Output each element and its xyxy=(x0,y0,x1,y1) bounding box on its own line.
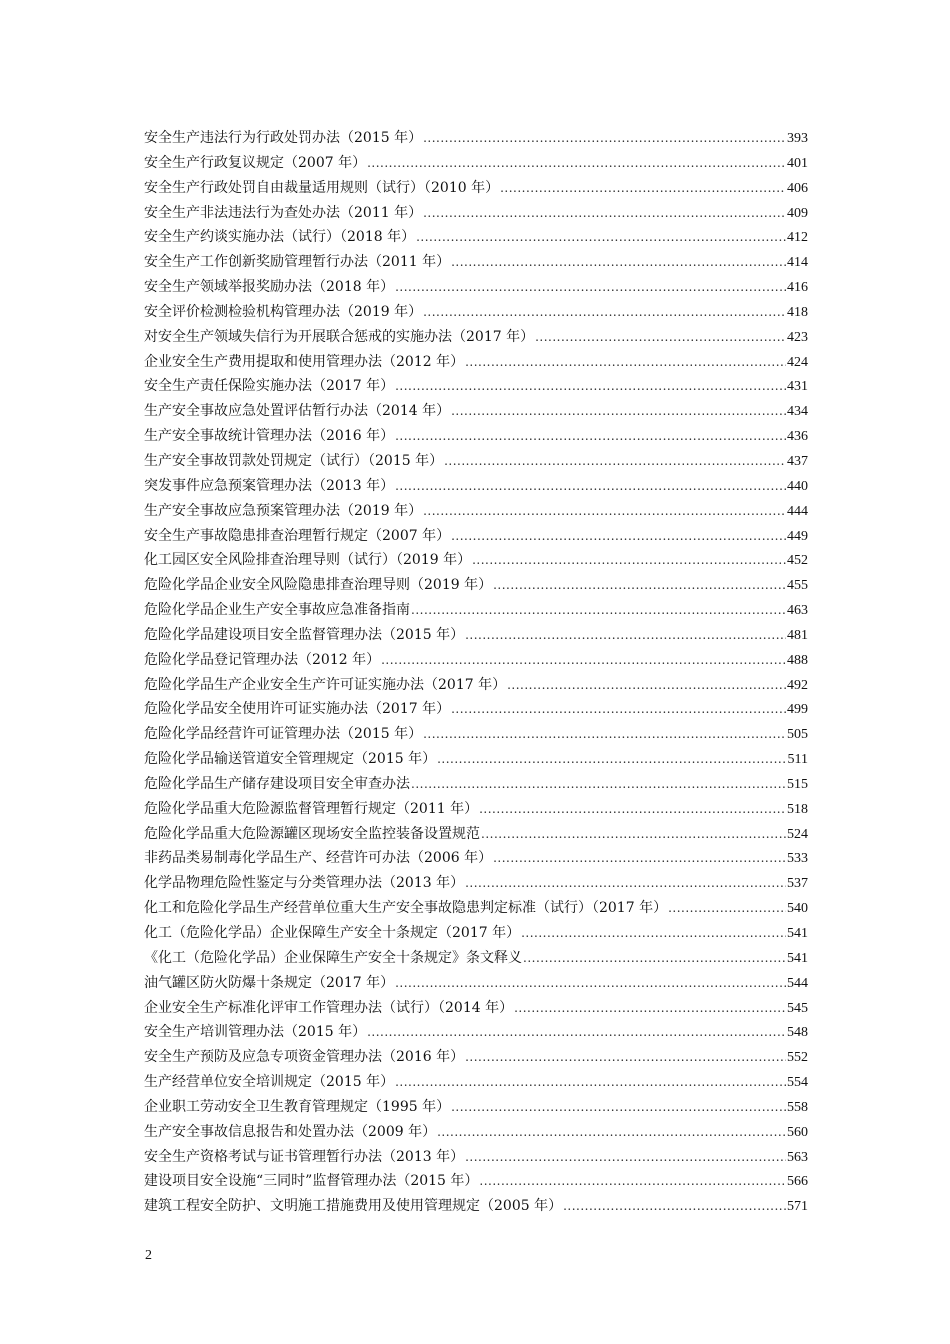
toc-entry[interactable] xyxy=(144,275,808,300)
toc-entry[interactable] xyxy=(144,846,808,871)
toc-entry-title: 生产安全事故应急处置评估暂行办法（2014 年） xyxy=(144,403,451,420)
toc-entry-title: 化工（危险化学品）企业保障生产安全十条规定（2017 年） xyxy=(144,925,521,941)
toc-entry-page: 511 xyxy=(787,752,808,768)
toc-entry-page: 518 xyxy=(787,801,808,817)
toc-entry-page: 452 xyxy=(787,553,808,569)
toc-entry-title: 安全生产工作创新奖励管理暂行办法（2011 年） xyxy=(144,254,451,271)
toc-entry[interactable] xyxy=(144,449,808,474)
toc-entry-page: 537 xyxy=(787,876,808,892)
toc-entry-page: 409 xyxy=(787,205,808,221)
toc-entry-page: 431 xyxy=(787,379,808,395)
toc-entry-title: 安全生产行政复议规定（2007 年） xyxy=(144,154,367,171)
toc-entry[interactable] xyxy=(144,399,808,424)
toc-entry[interactable] xyxy=(144,1020,808,1045)
toc-dot-leader xyxy=(451,250,786,275)
toc-entry[interactable] xyxy=(144,350,808,375)
toc-entry[interactable] xyxy=(144,1145,808,1170)
toc-entry[interactable] xyxy=(144,325,808,350)
toc-entry[interactable] xyxy=(144,250,808,275)
toc-entry[interactable] xyxy=(144,747,808,772)
toc-dot-leader xyxy=(381,648,786,673)
toc-entry-page: 414 xyxy=(787,255,808,271)
toc-entry-title: 安全生产违法行为行政处罚办法（2015 年） xyxy=(144,130,423,146)
toc-entry-title: 生产安全事故应急预案管理办法（2019 年） xyxy=(144,502,423,519)
toc-dot-leader xyxy=(481,822,786,847)
toc-entry[interactable] xyxy=(144,722,808,747)
toc-entry-title: 生产安全事故罚款处罚规定（试行）（2015 年） xyxy=(144,452,444,469)
toc-entry-page: 406 xyxy=(787,180,808,196)
toc-entry-title: 危险化学品生产企业安全生产许可证实施办法（2017 年） xyxy=(144,676,507,693)
toc-entry-title: 油气罐区防火防爆十条规定（2017 年） xyxy=(144,974,395,991)
toc-entry[interactable] xyxy=(144,524,808,549)
toc-dot-leader xyxy=(395,1070,786,1095)
toc-entry[interactable] xyxy=(144,797,808,822)
toc-entry-title: 生产安全事故信息报告和处置办法（2009 年） xyxy=(144,1123,437,1140)
toc-entry[interactable] xyxy=(144,1070,808,1095)
toc-dot-leader xyxy=(465,1145,786,1170)
toc-entry-title: 化学品物理危险性鉴定与分类管理办法（2013 年） xyxy=(144,875,465,892)
toc-entry-title: 化工园区安全风险排查治理导则（试行）（2019 年） xyxy=(144,552,472,569)
toc-dot-leader xyxy=(437,1120,786,1145)
toc-entry-page: 505 xyxy=(787,727,808,743)
toc-entry-page: 440 xyxy=(787,478,808,494)
toc-dot-leader xyxy=(465,871,786,896)
toc-entry-page: 541 xyxy=(787,926,808,941)
toc-dot-leader xyxy=(411,598,786,623)
toc-entry[interactable] xyxy=(144,648,808,673)
toc-dot-leader xyxy=(451,697,786,722)
toc-dot-leader xyxy=(367,1020,786,1045)
toc-dot-leader xyxy=(563,1194,786,1219)
toc-entry[interactable] xyxy=(144,1194,808,1219)
toc-entry-page: 548 xyxy=(787,1025,808,1041)
toc-entry-page: 393 xyxy=(787,131,808,146)
toc-dot-leader xyxy=(668,896,786,921)
toc-dot-leader xyxy=(451,399,786,424)
toc-entry-title: 安全生产资格考试与证书管理暂行办法（2013 年） xyxy=(144,1148,465,1165)
toc-entry[interactable] xyxy=(144,424,808,449)
toc-entry-title: 安全生产事故隐患排查治理暂行规定（2007 年） xyxy=(144,527,451,544)
toc-entry-title: 安全生产预防及应急专项资金管理办法（2016 年） xyxy=(144,1049,465,1066)
toc-entry-page: 552 xyxy=(787,1050,808,1066)
toc-entry-title: 突发事件应急预案管理办法（2013 年） xyxy=(144,477,395,494)
toc-entry[interactable] xyxy=(144,896,808,921)
toc-entry[interactable] xyxy=(144,1169,808,1194)
toc-dot-leader xyxy=(437,747,786,772)
toc-entry-page: 424 xyxy=(787,354,808,370)
toc-entry-title: 企业职工劳动安全卫生教育管理规定（1995 年） xyxy=(144,1098,451,1115)
toc-entry-title: 危险化学品安全使用许可证实施办法（2017 年） xyxy=(144,701,451,718)
toc-entry[interactable] xyxy=(144,499,808,524)
toc-entry[interactable] xyxy=(144,225,808,250)
toc-entry-title: 企业安全生产费用提取和使用管理办法（2012 年） xyxy=(144,353,465,370)
toc-entry-page: 541 xyxy=(787,950,808,966)
toc-dot-leader xyxy=(479,797,786,822)
toc-entry-title: 安全生产领域举报奖励办法（2018 年） xyxy=(144,279,395,296)
toc-entry[interactable] xyxy=(144,673,808,698)
toc-dot-leader xyxy=(451,524,786,549)
toc-entry[interactable] xyxy=(144,772,808,797)
toc-entry[interactable] xyxy=(144,871,808,896)
toc-entry-title: 危险化学品重大危险源罐区现场安全监控装备设置规范 xyxy=(144,825,480,842)
toc-entry-title: 危险化学品建设项目安全监督管理办法（2015 年） xyxy=(144,626,465,643)
toc-entry-page: 554 xyxy=(787,1075,808,1091)
toc-entry-page: 563 xyxy=(787,1149,808,1165)
toc-entry-page: 566 xyxy=(787,1174,808,1190)
toc-dot-leader xyxy=(472,548,786,573)
toc-dot-leader xyxy=(465,1045,786,1070)
toc-entry-title: 安全生产非法违法行为查处办法（2011 年） xyxy=(144,204,423,221)
toc-entry[interactable] xyxy=(144,971,808,996)
toc-dot-leader xyxy=(411,772,786,797)
toc-entry-title: 安全生产约谈实施办法（试行）（2018 年） xyxy=(144,229,416,246)
toc-entry-page: 524 xyxy=(787,826,808,842)
toc-entry-page: 418 xyxy=(787,304,808,320)
toc-entry-title: 安全生产培训管理办法（2015 年） xyxy=(144,1024,367,1041)
toc-entry-title: 化工和危险化学品生产经营单位重大生产安全事故隐患判定标准（试行）（2017 年） xyxy=(144,900,668,917)
toc-entry-title: 危险化学品重大危险源监督管理暂行规定（2011 年） xyxy=(144,800,479,817)
toc-entry-title: 安全评价检测检验机构管理办法（2019 年） xyxy=(144,303,423,320)
toc-entry-page: 533 xyxy=(787,851,808,867)
toc-dot-leader xyxy=(423,201,786,226)
toc-entry[interactable] xyxy=(144,697,808,722)
toc-dot-leader xyxy=(507,673,786,698)
toc-dot-leader xyxy=(514,996,786,1021)
toc-entry-title: 非药品类易制毒化学品生产、经营许可办法（2006 年） xyxy=(144,850,493,867)
toc-entry[interactable] xyxy=(144,176,808,201)
toc-entry-page: 499 xyxy=(787,702,808,718)
toc-dot-leader xyxy=(395,374,786,399)
toc-list xyxy=(144,126,808,1219)
toc-entry-page: 571 xyxy=(787,1199,808,1215)
toc-entry-title: 企业安全生产标准化评审工作管理办法（试行）（2014 年） xyxy=(144,999,514,1016)
toc-dot-leader xyxy=(465,350,786,375)
toc-entry-page: 492 xyxy=(787,677,808,693)
toc-entry-title: 生产经营单位安全培训规定（2015 年） xyxy=(144,1074,395,1091)
toc-entry-page: 455 xyxy=(787,578,808,594)
toc-dot-leader xyxy=(416,225,786,250)
toc-entry-page: 545 xyxy=(787,1000,808,1016)
toc-entry-page: 515 xyxy=(787,776,808,792)
toc-entry-title: 危险化学品生产储存建设项目安全审查办法 xyxy=(144,775,410,792)
toc-entry-page: 558 xyxy=(787,1099,808,1115)
page-number: 2 xyxy=(145,1248,152,1263)
toc-dot-leader xyxy=(423,126,786,151)
toc-dot-leader xyxy=(493,846,786,871)
toc-dot-leader xyxy=(367,151,786,176)
toc-dot-leader xyxy=(479,1169,786,1194)
toc-entry[interactable] xyxy=(144,623,808,648)
toc-entry-page: 401 xyxy=(787,155,808,171)
toc-entry[interactable] xyxy=(144,151,808,176)
toc-entry-title: 危险化学品经营许可证管理办法（2015 年） xyxy=(144,726,423,743)
toc-entry[interactable] xyxy=(144,474,808,499)
toc-entry-title: 《化工（危险化学品）企业保障生产安全十条规定》条文释义 xyxy=(144,949,522,966)
toc-entry-title: 安全生产行政处罚自由裁量适用规则（试行）（2010 年） xyxy=(144,179,500,196)
toc-entry-page: 423 xyxy=(787,329,808,345)
toc-entry[interactable] xyxy=(144,1120,808,1145)
toc-entry-page: 540 xyxy=(787,901,808,917)
toc-dot-leader xyxy=(521,921,786,946)
toc-entry[interactable] xyxy=(144,598,808,623)
toc-entry[interactable] xyxy=(144,126,808,151)
toc-entry-page: 436 xyxy=(787,429,808,445)
toc-entry-page: 560 xyxy=(787,1124,808,1140)
toc-entry-title: 危险化学品企业安全风险隐患排查治理导则（2019 年） xyxy=(144,577,493,594)
toc-entry-page: 416 xyxy=(787,280,808,296)
toc-dot-leader xyxy=(535,325,786,350)
toc-dot-leader xyxy=(523,946,786,971)
toc-dot-leader xyxy=(500,176,786,201)
toc-entry[interactable] xyxy=(144,946,808,971)
toc-entry[interactable] xyxy=(144,1095,808,1120)
toc-entry-title: 建筑工程安全防护、文明施工措施费用及使用管理规定（2005 年） xyxy=(144,1198,563,1215)
toc-dot-leader xyxy=(423,499,786,524)
toc-entry-page: 412 xyxy=(787,230,808,246)
toc-entry-title: 建设项目安全设施“三同时”监督管理办法（2015 年） xyxy=(144,1173,479,1190)
table-of-contents xyxy=(144,126,808,1219)
toc-entry[interactable] xyxy=(144,300,808,325)
toc-entry-page: 481 xyxy=(787,627,808,643)
toc-dot-leader xyxy=(451,1095,786,1120)
toc-entry-title: 对安全生产领域失信行为开展联合惩戒的实施办法（2017 年） xyxy=(144,328,535,345)
toc-dot-leader xyxy=(423,722,786,747)
toc-dot-leader xyxy=(444,449,786,474)
toc-dot-leader xyxy=(493,573,786,598)
toc-entry[interactable] xyxy=(144,201,808,226)
toc-entry[interactable] xyxy=(144,1045,808,1070)
toc-entry-page: 488 xyxy=(787,652,808,668)
toc-entry-title: 安全生产责任保险实施办法（2017 年） xyxy=(144,378,395,395)
toc-dot-leader xyxy=(395,424,786,449)
toc-entry-page: 434 xyxy=(787,404,808,420)
toc-entry-title: 生产安全事故统计管理办法（2016 年） xyxy=(144,428,395,445)
toc-entry[interactable] xyxy=(144,573,808,598)
toc-entry[interactable] xyxy=(144,921,808,946)
toc-entry-page: 544 xyxy=(787,975,808,991)
toc-dot-leader xyxy=(395,275,786,300)
toc-entry[interactable] xyxy=(144,996,808,1021)
toc-entry-title: 危险化学品输送管道安全管理规定（2015 年） xyxy=(144,751,437,768)
toc-dot-leader xyxy=(465,623,786,648)
toc-dot-leader xyxy=(423,300,786,325)
toc-entry[interactable] xyxy=(144,374,808,399)
toc-entry-page: 449 xyxy=(787,528,808,544)
toc-dot-leader xyxy=(395,474,786,499)
toc-entry[interactable] xyxy=(144,548,808,573)
toc-dot-leader xyxy=(395,971,786,996)
toc-entry-title: 危险化学品企业生产安全事故应急准备指南 xyxy=(144,602,410,619)
toc-entry-title: 危险化学品登记管理办法（2012 年） xyxy=(144,651,381,668)
toc-entry-page: 463 xyxy=(787,603,808,619)
toc-entry-page: 444 xyxy=(787,503,808,519)
toc-entry[interactable] xyxy=(144,822,808,847)
toc-entry-page: 437 xyxy=(787,453,808,469)
